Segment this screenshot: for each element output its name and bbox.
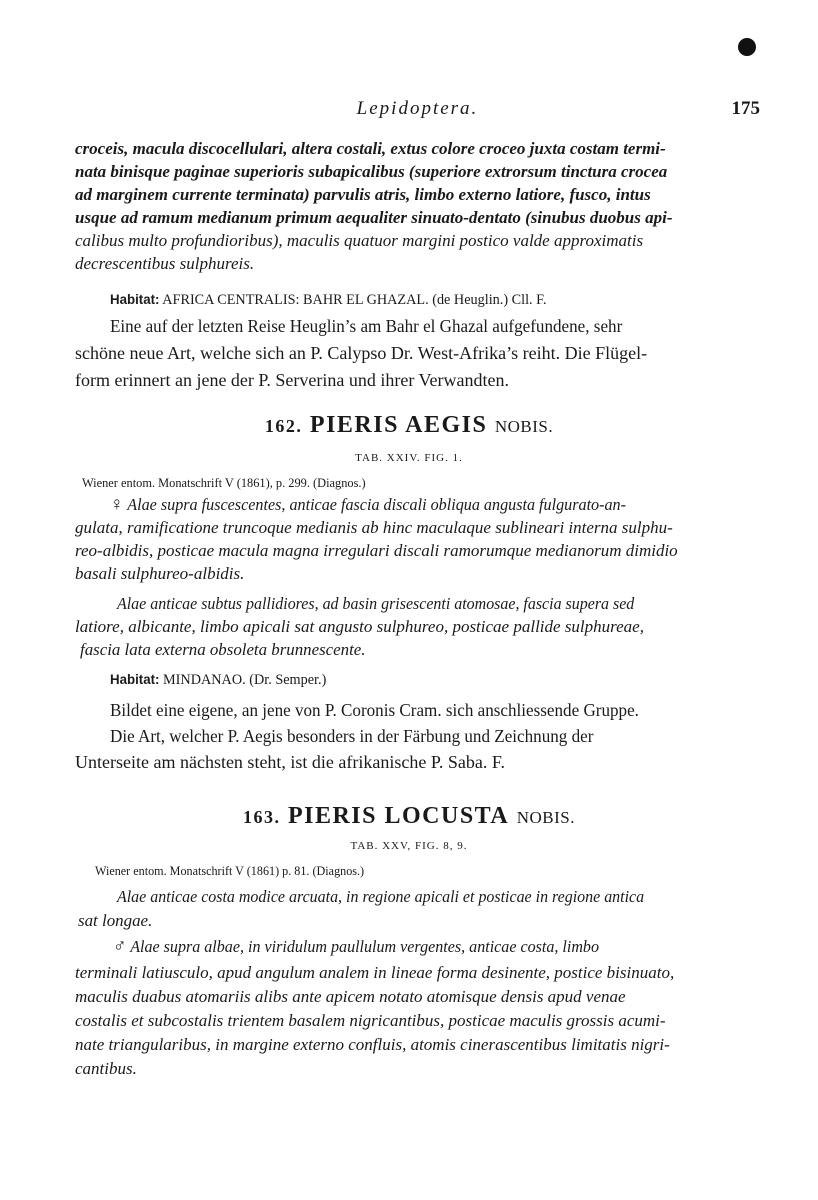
species-number: 162. <box>264 416 303 436</box>
habitat-line <box>110 288 760 311</box>
latin-line: costalis et subcostalis trientem basalem nigricantibus, posticae maculis grossis acumi- <box>75 1011 666 1030</box>
latin-line: gulata, ramificatione truncoque medianis ab hinc maculaque sublineari interna sulphu- <box>75 518 673 537</box>
latin-line: Alae anticae subtus pallidiores, ad basin grisescenti atomosae, fascia supera sed <box>117 594 635 613</box>
german-line: schöne neue Art, welche sich an P. Calypso Dr. West-Afrika’s reiht. Die Flügel- <box>75 343 648 363</box>
latin-line: nata binisque paginae superioris subapicalibus (superiore extrorsum tinctura crocea <box>75 162 668 181</box>
latin-line: fascia lata externa obsoleta brunnescente. <box>80 640 366 659</box>
latin-line: reo-albidis, posticae macula magna irregulari discali ramorumque medianorum dimidio <box>75 541 678 560</box>
species-author: NOBIS. <box>494 417 554 436</box>
ink-blot <box>738 38 756 56</box>
page-header <box>75 98 760 128</box>
latin-line: maculis duabus atomariis alibs ante apicem notato atomisque densis apud venae <box>75 987 626 1006</box>
habitat-label: Habitat: <box>110 671 160 687</box>
latin-line: sat longae. <box>78 911 153 930</box>
habitat-text: MINDANAO. (Dr. Semper.) <box>163 672 327 688</box>
plate-reference: TAB. XXV, FIG. 8, 9. <box>350 840 468 852</box>
male-symbol-icon: ♂ <box>113 936 127 957</box>
latin-line: cantibus. <box>75 1059 137 1078</box>
latin-line: decrescentibus sulphureis. <box>75 254 255 273</box>
species-number: 163. <box>242 807 281 827</box>
latin-line: Alae anticae costa modice arcuata, in regione apicali et posticae in regione antica <box>117 887 645 906</box>
running-title: Lepidoptera. <box>356 98 479 119</box>
species-author: NOBIS. <box>516 808 576 827</box>
page-number: 175 <box>731 98 760 119</box>
plate-reference: TAB. XXIV. FIG. 1. <box>355 452 463 464</box>
habitat-line <box>110 668 760 691</box>
latin-line: calibus multo profundioribus), maculis quatuor margini postico valde approximatis <box>75 231 644 250</box>
habitat-label: Habitat: <box>110 291 160 307</box>
latin-line: nate triangularibus, in margine externo confluis, atomis cinerascentibus limitatis nigri- <box>75 1035 670 1054</box>
latin-line: terminali latiusculo, apud angulum analem in lineae forma desinente, postice bisinuato, <box>75 963 675 982</box>
latin-line: ad marginem currente terminata) parvulis atris, limbo externo latiore, fusco, intus <box>75 185 651 204</box>
species-heading-162 <box>0 412 818 439</box>
literature-reference: Wiener entom. Monatschrift V (1861), p. 299. (Diagnos.) <box>82 476 366 490</box>
habitat-text: AFRICA CENTRALIS: BAHR EL GHAZAL. (de Heuglin.) Cll. F. <box>162 292 547 308</box>
species-heading-163 <box>0 803 818 830</box>
latin-line: basali sulphureo-albidis. <box>75 564 245 583</box>
female-symbol-icon: ♀ <box>110 494 124 515</box>
species-name: PIERIS LOCUSTA <box>287 803 510 829</box>
latin-line: croceis, macula discocellulari, altera costali, extus colore croceo juxta costam termi- <box>75 139 666 158</box>
species-name: PIERIS AEGIS <box>309 412 488 438</box>
latin-line: latiore, albicante, limbo apicali sat angusto sulphureo, posticae pallide sulphureae, <box>75 617 644 636</box>
german-line: Die Art, welcher P. Aegis besonders in der Färbung und Zeichnung der <box>110 726 594 746</box>
german-line: Bildet eine eigene, an jene von P. Coronis Cram. sich anschliessende Gruppe. <box>110 700 639 720</box>
latin-line: usque ad ramum medianum primum aequaliter sinuato-dentato (sinubus duobus api- <box>75 208 673 227</box>
german-line: form erinnert an jene der P. Serverina und ihrer Verwandten. <box>75 370 510 390</box>
german-line: Eine auf der letzten Reise Heuglin’s am Bahr el Ghazal aufgefundene, sehr <box>110 316 623 336</box>
latin-line: ♂ Alae supra albae, in viridulum paullulum vergentes, anticae costa, limbo <box>113 936 600 957</box>
literature-reference: Wiener entom. Monatschrift V (1861) p. 81. (Diagnos.) <box>95 864 365 878</box>
latin-line: ♀ Alae supra fuscescentes, anticae fascia discali obliqua angusta fulgurato-an- <box>110 494 627 515</box>
german-line: Unterseite am nächsten steht, ist die afrikanische P. Saba. F. <box>75 752 505 772</box>
